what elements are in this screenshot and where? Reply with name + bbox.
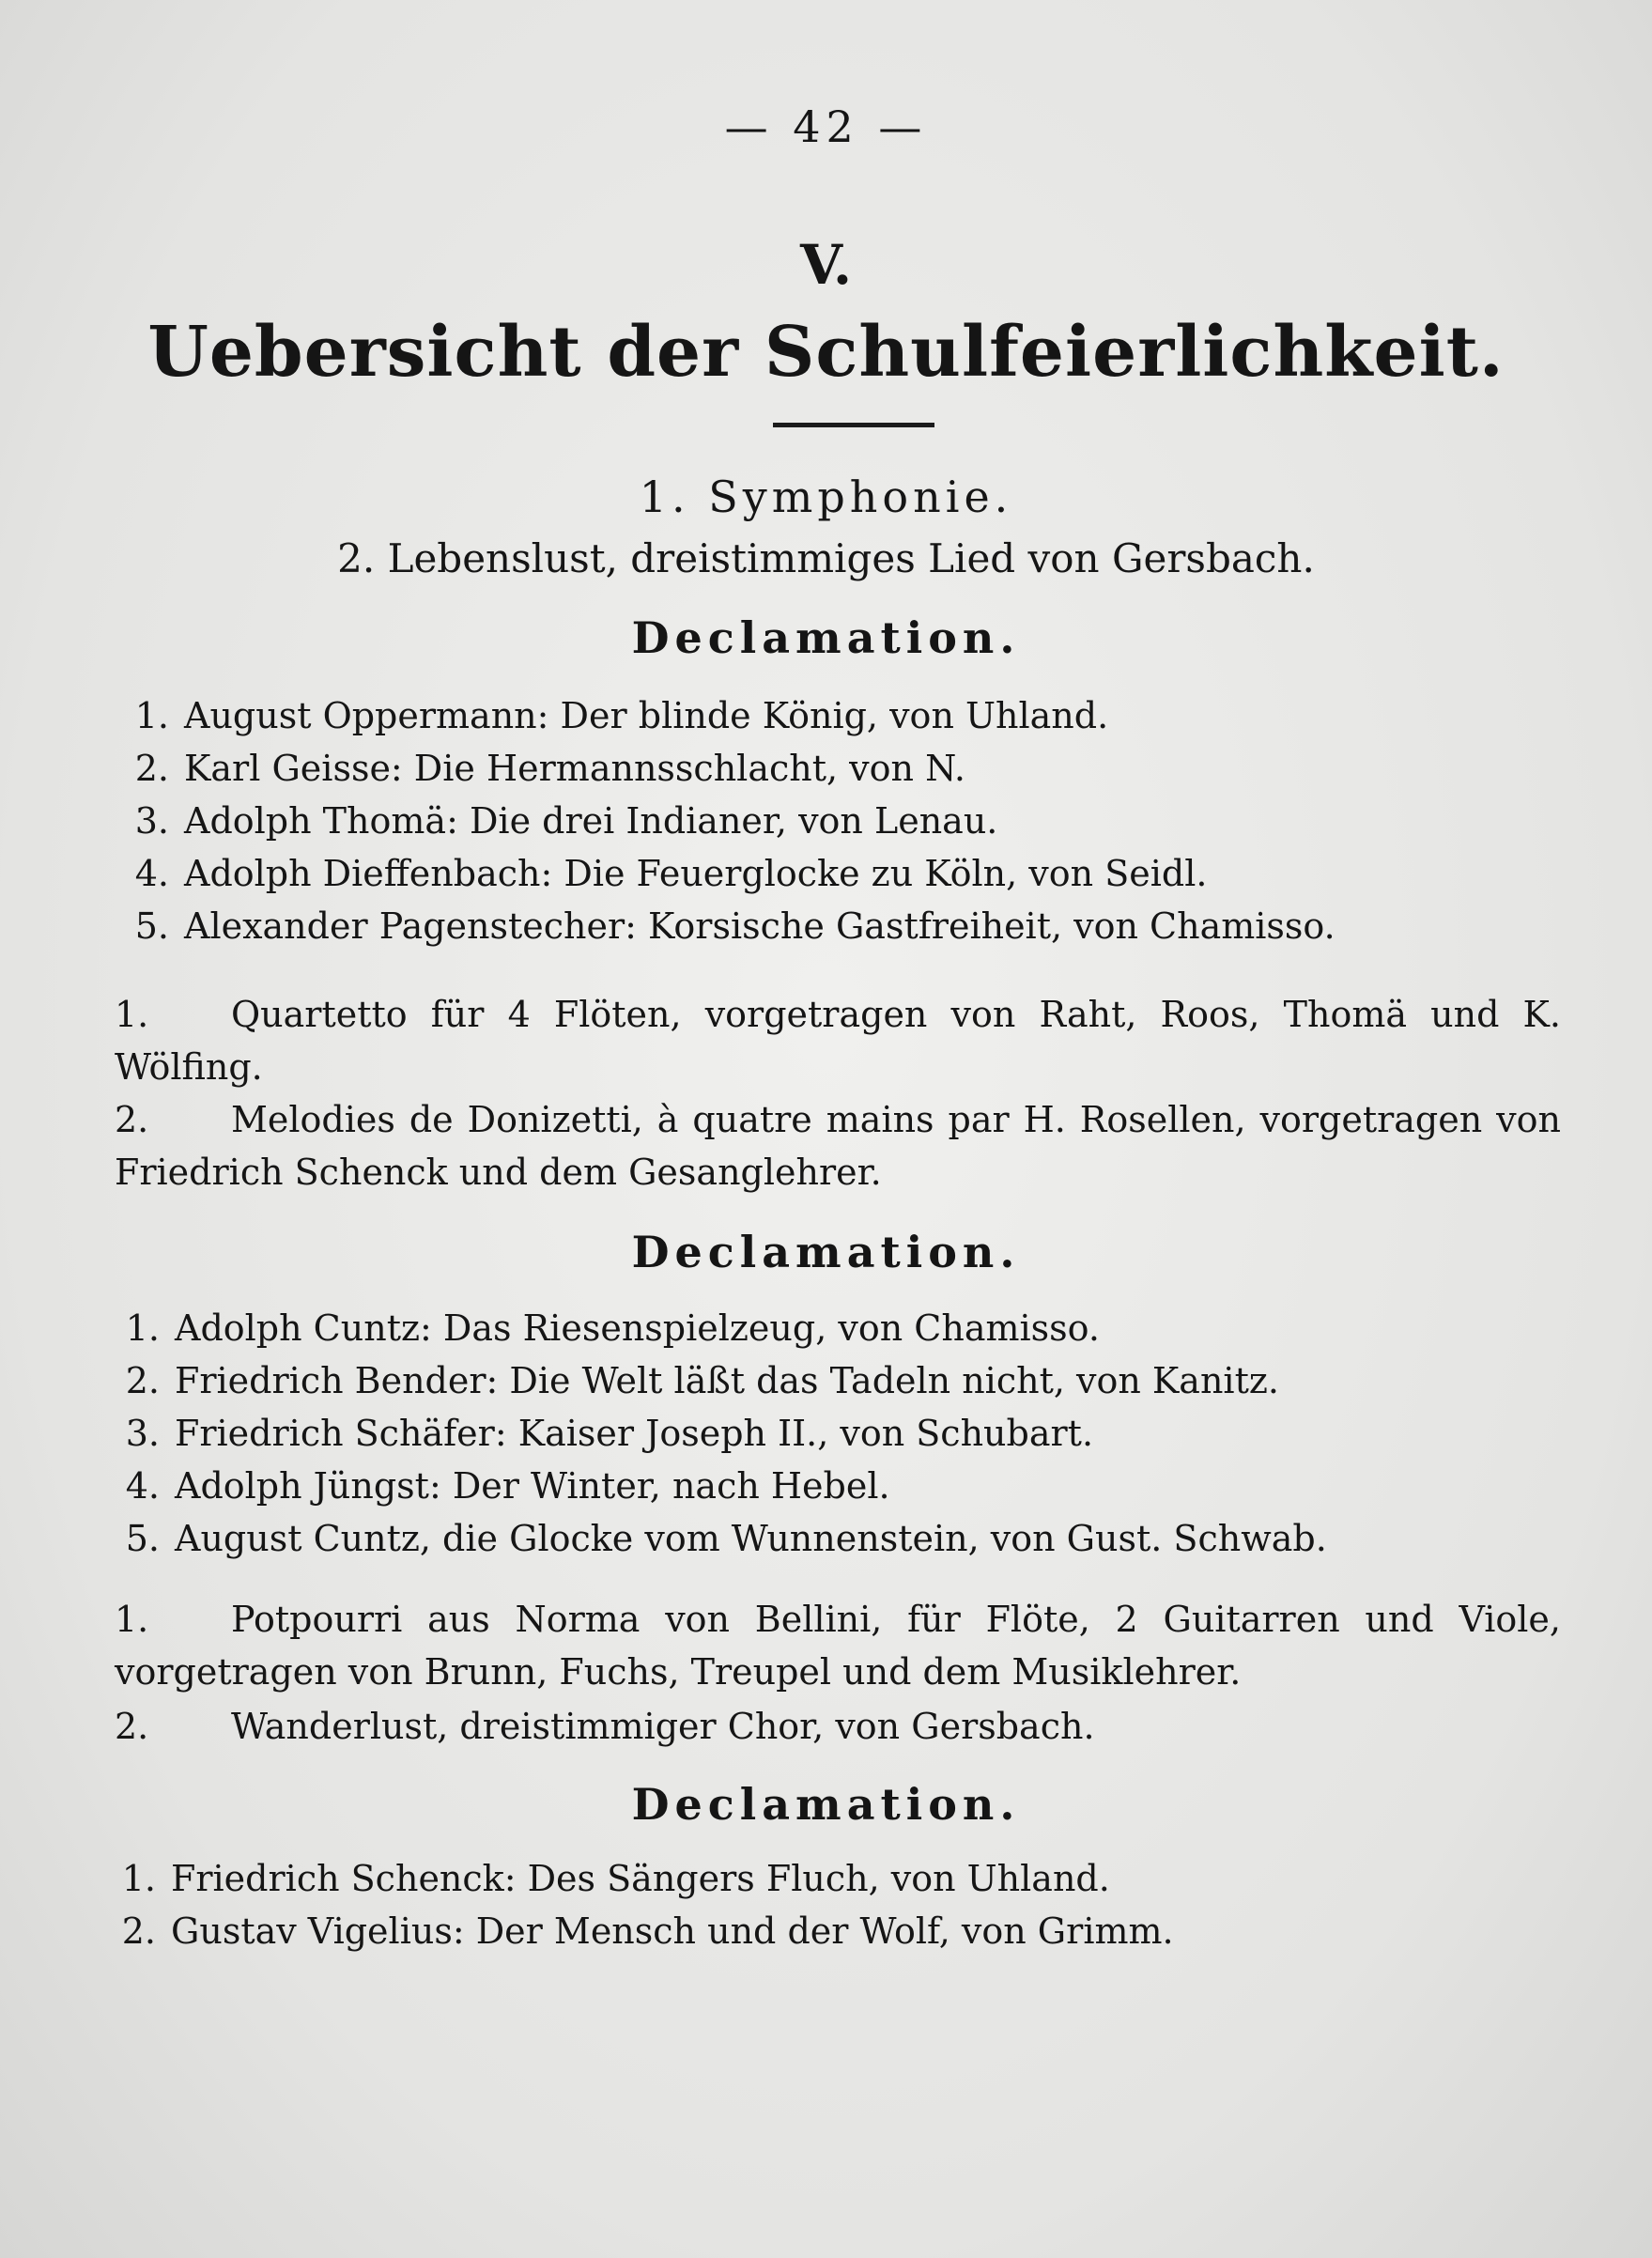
music-paragraph: 2. Wanderlust, dreistimmiger Chor, von Gersbach. [115,1706,1095,1747]
music-paragraph: 1. Quartetto für 4 Flöten, vorgetragen von Raht, Roos, Thomä und K. Wölfing. [115,994,1561,1088]
declamation-heading-2: Declamation. [631,1227,1021,1277]
title-rule [773,423,934,427]
declamation-heading-1: Declamation. [631,612,1021,663]
declamation-heading-3: Declamation. [631,1779,1021,1830]
music-paragraph: 2. Melodies de Donizetti, à quatre mains par H. Rosellen, vorgetragen von Friedrich Schenck und dem Gesanglehrer. [115,1099,1561,1193]
book-page: — 42 — V. Uebersicht der Schulfeierlichkeit. 1. Symphonie. 2. Lebenslust, dreistimmiges Lied von Gersbach. Declamation. 1. August Oppermann: Der blinde König, von Uhland. 2. Karl Geisse: Die Hermannsschlacht, von N. 3. Adolph Thomä: Die drei Indianer, von Lenau. 4. Adolph Dieffenbach: Die Feuerglocke zu Köln, von Seidl. 5. Alexander Pagenstecher: Korsische Gastfreiheit, von Chamisso. 1. Quartetto für 4 Flöten, vorgetragen von Raht, Roos, Thomä und K. Wölfing. 2. Melodies de Donizetti, à quatre mains par H. Rosellen, vorgetragen von Friedrich Schenck und dem Gesanglehrer. Declamation. 1. Adolph Cuntz: Das Riesenspielzeug, von Chamisso. 2. Friedrich Bender: Die Welt läßt das Tadeln nicht, von Kanitz. 3. Friedrich Schäfer: Kaiser Joseph II., von Schubart. 4. Adolph Jüngst: Der Winter, nach Hebel. 5. August Cuntz, die Glocke vom Wunnenstein, von Gust. Schwab. 1. Potpourri aus Norma von Bellini, für Flöte, 2 Guitarren und Viole, vorgetragen von Brunn, Fuchs, Treupel und dem Musiklehrer. 2. Wanderlust, dreistimmiger Chor, von Gersbach. Declamation. 1. Friedrich Schenck: Des Sängers Fluch, von Uhland. 2. Gustav Vigelius: Der Mensch und der Wolf, von Grimm. [0,0,1652,2258]
page-number: — 42 — [724,101,928,152]
section-numeral: V. [799,233,853,297]
music-paragraph: 1. Potpourri aus Norma von Bellini, für Flöte, 2 Guitarren und Viole, vorgetragen von Brunn, Fuchs, Treupel und dem Musiklehrer. [115,1599,1561,1693]
program-lied: 2. Lebenslust, dreistimmiges Lied von Gersbach. [337,535,1315,581]
page-title: Uebersicht der Schulfeierlichkeit. [147,312,1505,393]
program-symphonie: 1. Symphonie. [639,472,1013,522]
